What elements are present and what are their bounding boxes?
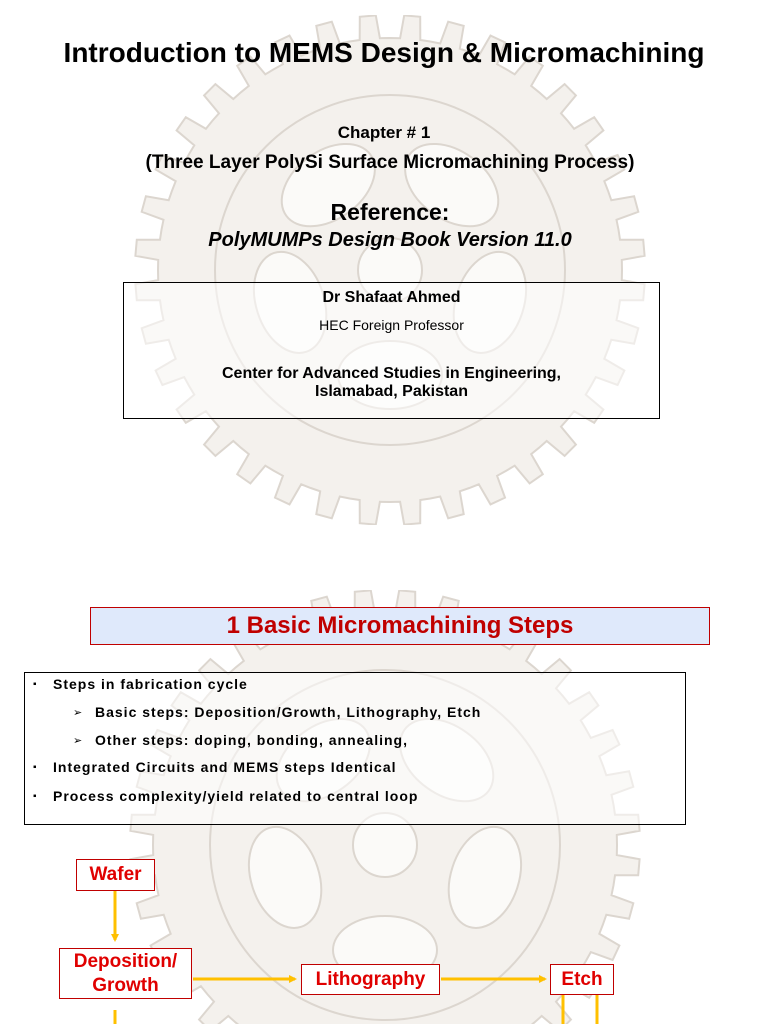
- bullet-icon: ▪: [33, 791, 38, 802]
- arrow-bullet-icon: ➢: [73, 735, 84, 747]
- section-title: 1 Basic Micromachining Steps: [90, 607, 710, 645]
- gear-watermark-icon: [125, 15, 655, 525]
- steps-slide: [0, 590, 768, 1024]
- list-item: ▪ Integrated Circuits and MEMS steps Identical: [33, 759, 397, 775]
- lithography-box: Lithography: [301, 964, 440, 995]
- author-organization: [124, 365, 659, 401]
- bullet-icon: ▪: [33, 679, 38, 690]
- reference-heading: Reference:: [330, 199, 450, 225]
- author-name: Dr Shafaat Ahmed: [322, 289, 461, 306]
- list-item: ▪ Steps in fabrication cycle: [33, 676, 248, 692]
- organization-line-1: Center for Advanced Studies in Engineering,: [221, 365, 561, 382]
- bullet-icon: ▪: [33, 762, 38, 773]
- list-item: ▪ Process complexity/yield related to central loop: [33, 788, 419, 804]
- organization-line-2: Islamabad, Pakistan: [315, 383, 468, 400]
- presentation-title: Introduction to MEMS Design & Micromachining: [63, 37, 705, 68]
- author-box: [123, 282, 660, 419]
- author-role: HEC Foreign Professor: [319, 317, 464, 333]
- arrow-bullet-icon: ➢: [73, 707, 84, 719]
- etch-box: Etch: [550, 964, 614, 995]
- wafer-box: Wafer: [76, 859, 155, 891]
- reference-book: PolyMUMPs Design Book Version 11.0: [208, 229, 572, 251]
- list-item: ➢ Other steps: doping, bonding, annealing,: [73, 732, 408, 748]
- chapter-label: Chapter # 1: [337, 123, 431, 142]
- chapter-subtitle: (Three Layer PolySi Surface Micromachining Process): [145, 152, 635, 173]
- deposition-growth-box: Deposition/ Growth: [59, 948, 192, 999]
- list-item: ➢ Basic steps: Deposition/Growth, Lithography, Etch: [73, 704, 482, 720]
